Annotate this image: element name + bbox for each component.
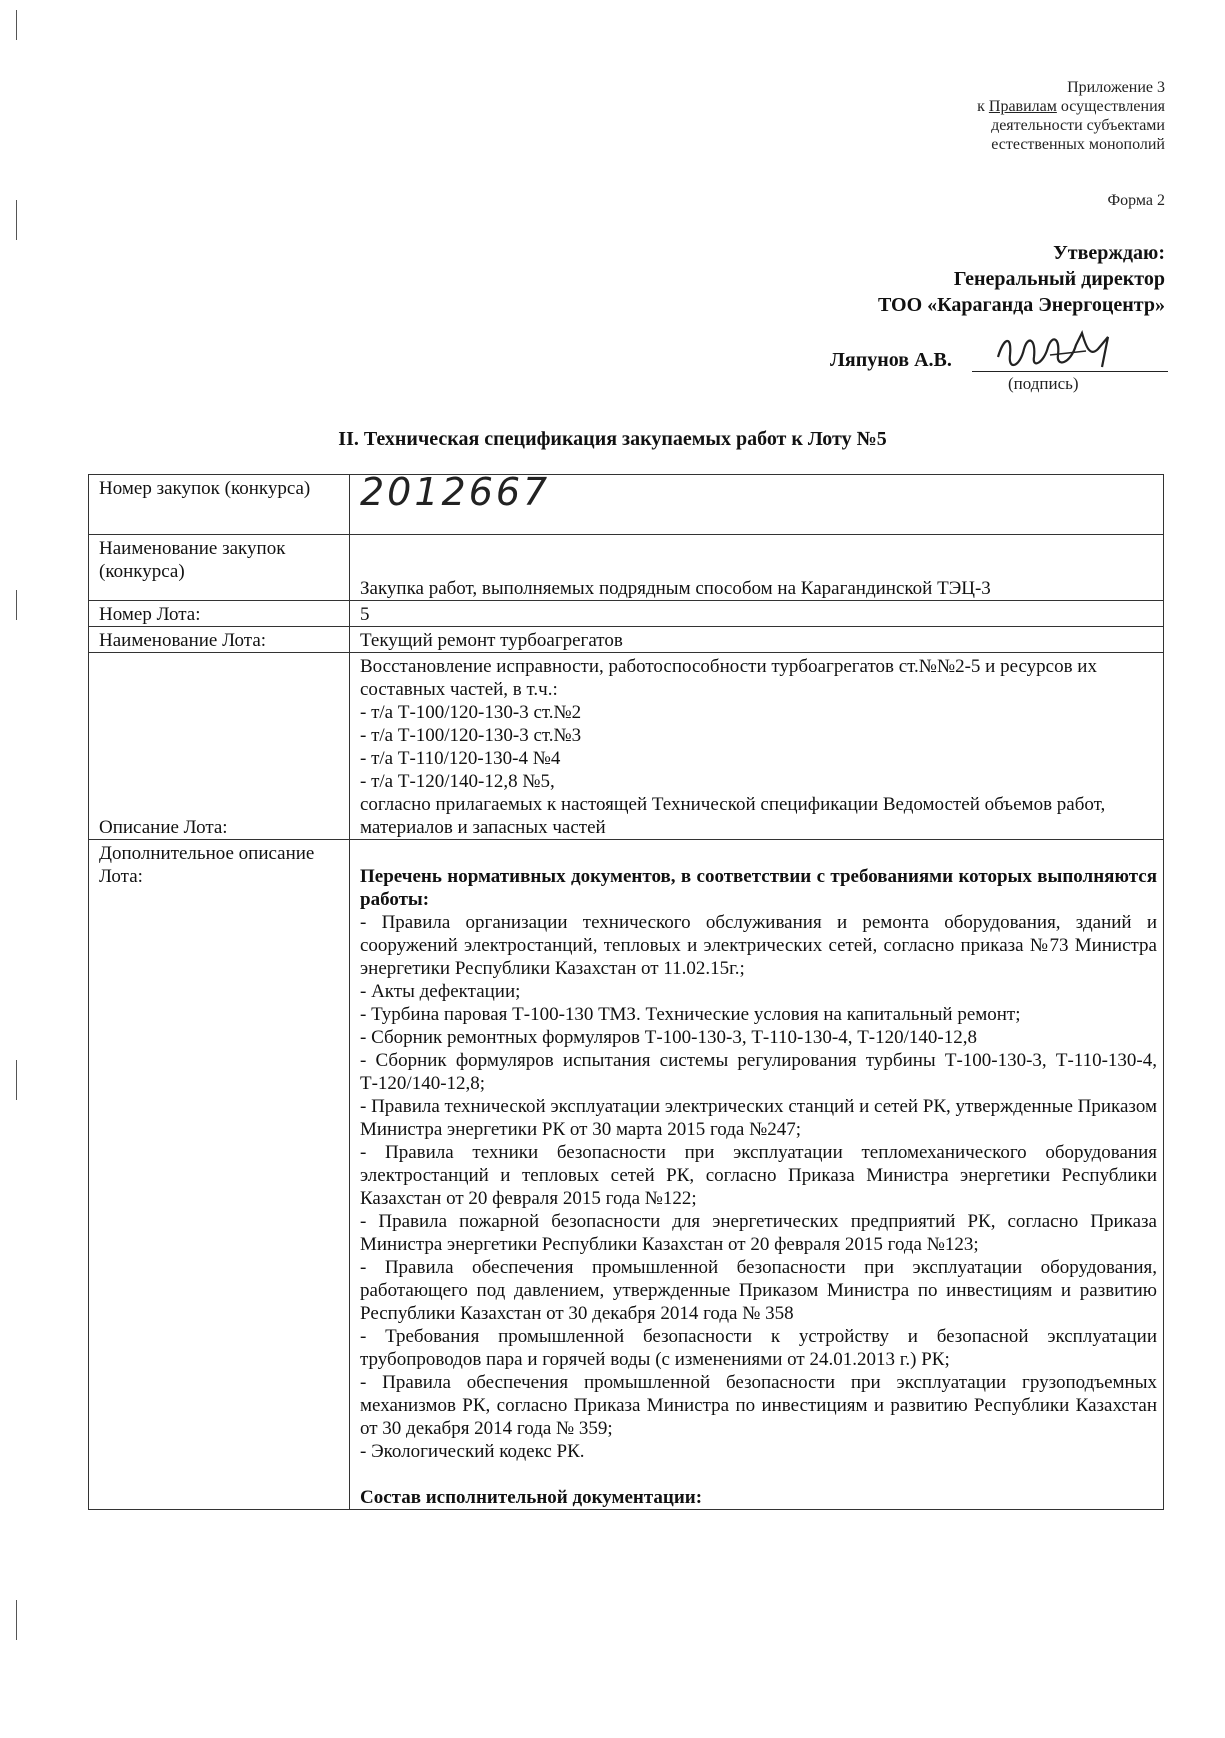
appendix-line-3: деятельности субъектами [991,117,1165,134]
table-row [89,840,1164,1510]
normative-item: - Правила технической эксплуатации электрических станций и сетей РК, утвержденные Приказом Министра энергетики РК от 30 марта 2015 года №247; [360,1096,1157,1140]
lot-description-line: согласно прилагаемых к настоящей Технической спецификации Ведомостей объемов работ, материалов и запасных частей [360,794,1106,838]
lot-name-label: Наименование Лота: [89,627,350,653]
approver-position: Генеральный директор [953,268,1165,290]
table-row [89,601,1164,627]
lot-description-value [350,653,1164,840]
signature-row [830,345,1170,375]
procurement-number-label: Номер закупок (конкурса) [89,475,350,535]
table-row [89,653,1164,840]
table-row [89,535,1164,601]
company-name: ТОО «Караганда Энергоцентр» [877,294,1165,316]
rules-link[interactable]: Правилам [988,98,1057,115]
additional-description-label: Дополнительное описание Лота: [89,840,350,1510]
scan-edge-mark [16,1060,17,1100]
approval-block [878,240,1165,318]
signature-caption: (подпись) [1008,374,1079,393]
normative-item: - Правила техники безопасности при эксплуатации тепломеханического оборудования электростанций и тепловых сетей РК, согласно Приказа Министра энергетики Республики Казахстан от 20 февраля 2015 года №122; [360,1142,1157,1209]
procurement-name-label: Наименование закупок (конкурса) [89,535,350,601]
scan-edge-mark [16,1600,17,1640]
normative-item: - Экологический кодекс РК. [360,1441,585,1462]
lot-number-label: Номер Лота: [89,601,350,627]
normative-item: - Акты дефектации; [360,981,521,1002]
normative-item: - Требования промышленной безопасности к устройству и безопасной эксплуатации трубопроводов пара и горячей воды (с изменениями от 24.01.2013 г.) РК; [360,1326,1157,1370]
spacer [360,1463,1157,1486]
appendix-header [977,78,1165,154]
normative-item: - Сборник формуляров испытания системы регулирования турбины Т-100-130-3, Т-110-130-4, Т-120/140-12,8; [360,1050,1157,1094]
document-title: II. Техническая спецификация закупаемых работ к Лоту №5 [338,428,887,450]
normative-item: - Турбина паровая Т-100-130 ТМЗ. Технические условия на капитальный ремонт; [360,1004,1021,1025]
table-row [89,475,1164,535]
appendix-line-4: естественных монополий [991,136,1165,153]
lot-number-value: 5 [350,601,1164,627]
documentation-heading: Состав исполнительной документации: [360,1487,703,1508]
table-row [89,627,1164,653]
approver-name: Ляпунов А.В. [830,349,952,371]
normative-item: - Правила пожарной безопасности для энергетических предприятий РК, согласно Приказа Министра энергетики Республики Казахстан от 20 февраля 2015 года №123; [360,1211,1157,1255]
normative-item: - Сборник ремонтных формуляров Т-100-130-3, Т-110-130-4, Т-120/140-12,8 [360,1027,977,1048]
lot-description-line: - т/а Т-120/140-12,8 №5, [360,771,555,792]
appendix-rules-line: к Правилам осуществления [977,98,1165,115]
scan-edge-mark [16,200,17,240]
scan-edge-mark [16,10,17,40]
procurement-number-handwritten: 2012667 [360,470,551,514]
lot-description-line: - т/а Т-110/120-130-4 №4 [360,748,561,769]
lot-description-line: - т/а Т-100/120-130-3 ст.№3 [360,725,582,746]
normative-item: - Правила обеспечения промышленной безопасности при эксплуатации грузоподъемных механизмов РК, согласно Приказа Министра по инвестициям и развитию Республики Казахстан от 30 декабря 2014 года № 359; [360,1372,1157,1439]
procurement-number-cell [350,470,1164,535]
lot-description-line: - т/а Т-100/120-130-3 ст.№2 [360,702,582,723]
procurement-name-value: Закупка работ, выполняемых подрядным способом на Карагандинской ТЭЦ-3 [350,535,1164,601]
normative-item: - Правила организации технического обслуживания и ремонта оборудования, зданий и сооружений электростанций, тепловых и электрических сетей, согласно приказа №73 Министра энергетики Республики Казахстан от 11.02.15г.; [360,912,1157,979]
specification-table [88,470,1164,1510]
form-number: Форма 2 [1107,192,1165,209]
lot-name-value: Текущий ремонт турбоагрегатов [350,627,1164,653]
normative-item: - Правила обеспечения промышленной безопасности при эксплуатации оборудования, работающего под давлением, утвержденные Приказом Министра по инвестициям и развитию Республики Казахстан от 30 декабря 2014 года № 358 [360,1257,1157,1324]
additional-description-value [350,840,1164,1510]
appendix-number: Приложение 3 [1067,79,1165,96]
spacer [360,842,1157,865]
lot-description-label: Описание Лота: [89,653,350,840]
lot-description-line: Восстановление исправности, работоспособности турбоагрегатов ст.№№2-5 и ресурсов их составных частей, в т.ч.: [360,656,1097,700]
scan-edge-mark [16,590,17,620]
normative-documents-heading: Перечень нормативных документов, в соответствии с требованиями которых выполняются работы: [360,866,1157,910]
approve-label: Утверждаю: [1053,242,1165,264]
